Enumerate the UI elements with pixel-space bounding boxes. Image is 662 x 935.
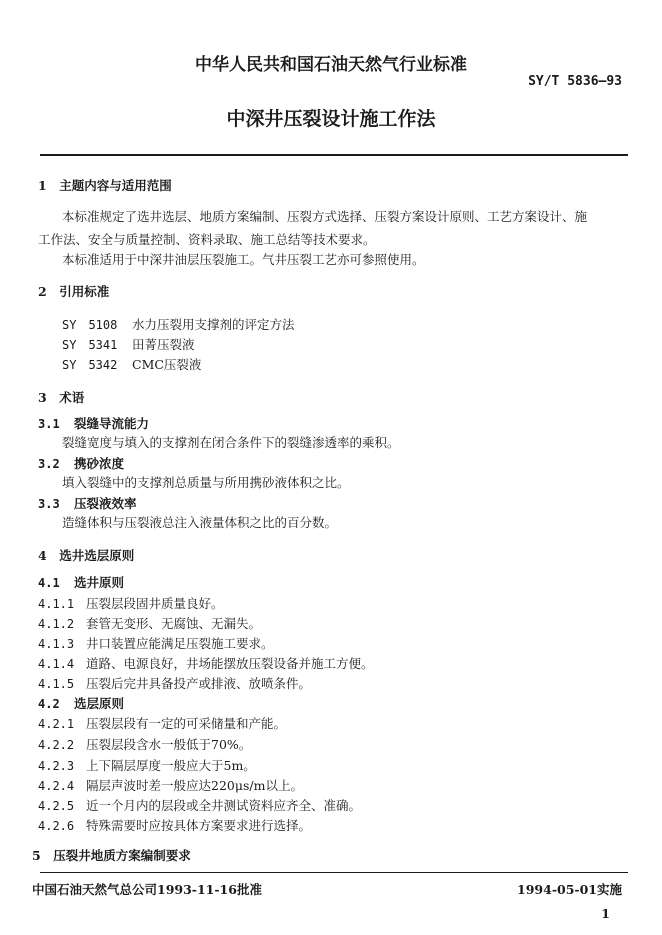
list-item (38, 714, 286, 732)
reference-item (62, 335, 195, 353)
section-1-paragraph-2: 本标准适用于中深井油层压裂施工。气井压裂工艺亦可参照使用。 (62, 252, 425, 267)
reference-name: 水力压裂用支撑剂的评定方法 (132, 317, 295, 332)
item-number: 4.1.5 (38, 677, 75, 691)
subsection-title: 选井原则 (74, 575, 125, 590)
list-item (38, 756, 256, 774)
reference-name: CMC压裂液 (132, 357, 202, 372)
item-text: 套管无变形、无腐蚀、无漏失。 (86, 616, 262, 631)
standard-code: SY/T 5836—93 (528, 74, 622, 89)
list-item (38, 594, 224, 612)
list-item (38, 735, 251, 753)
section-4-heading: 4 选井选层原则 (38, 548, 135, 563)
term-number: 3.2 (38, 457, 60, 471)
subsection-heading (38, 694, 124, 712)
item-text: 道路、电源良好，井场能摆放压裂设备并施工方便。 (86, 656, 374, 671)
item-number: 4.2.5 (38, 799, 75, 813)
approval-line: 中国石油天然气总公司1993-11-16批准 (32, 882, 262, 897)
header-divider (40, 154, 628, 156)
subsection-number: 4.2 (38, 697, 60, 711)
term-definition: 造缝体积与压裂液总注入液量体积之比的百分数。 (62, 515, 338, 530)
item-number: 4.1.3 (38, 637, 75, 651)
term-definition: 裂缝宽度与填入的支撑剂在闭合条件下的裂缝渗透率的乘积。 (62, 435, 400, 450)
page-number: 1 (601, 906, 610, 921)
item-text: 上下隔层厚度一般应大于5m。 (86, 758, 256, 773)
item-number: 4.1.1 (38, 597, 75, 611)
list-item (38, 614, 261, 632)
term-heading (38, 454, 124, 472)
list-item (38, 654, 374, 672)
item-number: 4.1.4 (38, 657, 75, 671)
subsection-heading (38, 573, 124, 591)
item-text: 压裂层段有一定的可采储量和产能。 (86, 716, 287, 731)
section-1-heading: 1 主题内容与适用范围 (38, 178, 172, 193)
item-text: 压裂后完井具备投产或排液、放喷条件。 (86, 676, 312, 691)
list-item (38, 816, 311, 834)
subsection-number: 4.1 (38, 576, 60, 590)
reference-code: SY 5108 (62, 318, 118, 332)
item-number: 4.2.2 (38, 738, 75, 752)
term-heading (38, 414, 149, 432)
item-text: 隔层声波时差一般应达220μs/m以上。 (86, 778, 303, 793)
section-5-heading: 5 压裂井地质方案编制要求 (32, 848, 191, 863)
item-number: 4.2.1 (38, 717, 75, 731)
section-3-heading: 3 术语 (38, 390, 85, 405)
item-number: 4.2.6 (38, 819, 75, 833)
section-2-heading: 2 引用标准 (38, 284, 110, 299)
subsection-title: 选层原则 (74, 696, 125, 711)
item-text: 压裂层段含水一般低于70%。 (86, 737, 252, 752)
effective-date: 1994-05-01实施 (517, 882, 622, 897)
org-title: 中华人民共和国石油天然气行业标准 (195, 55, 467, 75)
term-definition: 填入裂缝中的支撑剂总质量与所用携砂液体积之比。 (62, 475, 350, 490)
item-text: 井口装置应能满足压裂施工要求。 (86, 636, 274, 651)
reference-code: SY 5341 (62, 338, 118, 352)
reference-item (62, 315, 295, 333)
item-text: 特殊需要时应按具体方案要求进行选择。 (86, 818, 312, 833)
term-number: 3.1 (38, 417, 60, 431)
footer-divider (40, 872, 628, 873)
term-name: 压裂液效率 (74, 496, 137, 511)
section-1-paragraph-1-line-1: 本标准规定了选井选层、地质方案编制、压裂方式选择、压裂方案设计原则、工艺方案设计、施 (62, 209, 588, 224)
item-text: 近一个月内的层段或全井测试资料应齐全、准确。 (86, 798, 362, 813)
list-item (38, 674, 311, 692)
reference-item (62, 355, 201, 373)
item-number: 4.2.3 (38, 759, 75, 773)
item-text: 压裂层段固井质量良好。 (86, 596, 224, 611)
item-number: 4.1.2 (38, 617, 75, 631)
list-item (38, 634, 274, 652)
item-number: 4.2.4 (38, 779, 75, 793)
document-title: 中深井压裂设计施工作法 (226, 108, 436, 130)
term-name: 裂缝导流能力 (74, 416, 150, 431)
term-heading (38, 494, 137, 512)
term-number: 3.3 (38, 497, 60, 511)
term-name: 携砂浓度 (74, 456, 125, 471)
list-item (38, 776, 303, 794)
section-1-paragraph-1-line-2: 工作法、安全与质量控制、资料录取、施工总结等技术要求。 (38, 232, 376, 247)
list-item (38, 796, 361, 814)
reference-name: 田菁压裂液 (132, 337, 195, 352)
reference-code: SY 5342 (62, 358, 118, 372)
